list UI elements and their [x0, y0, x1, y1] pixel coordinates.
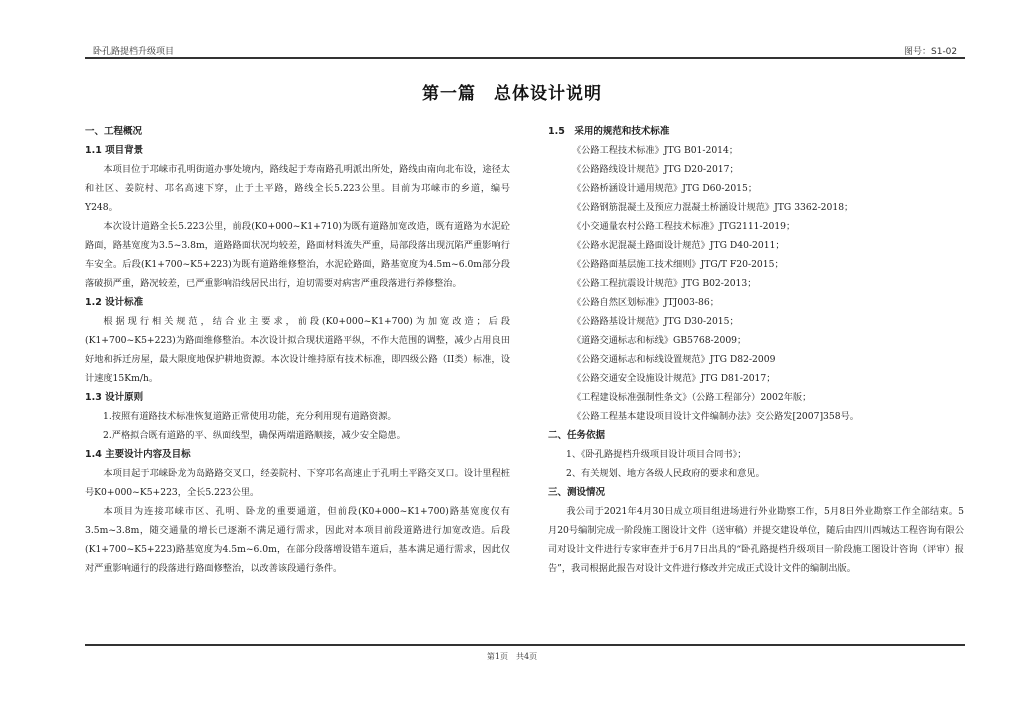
paragraph: 根据现行相关规范，结合业主要求，前段(K0+000~K1+700)为加宽改造；后段(K1+700~K5+223)为路面维修整治。本次设计拟合现状道路平纵，不作大范围的调整，减少占用良田好地和拆迁房屋，最大限度地保护耕地资源。本次设计维持原有技术标准，即四级公路（II类）标准，设计速度15Km/h。: [85, 316, 510, 384]
standard-reference: 《公路路线设计规范》JTG D20-2017；: [572, 164, 739, 175]
standard-reference: 《公路工程抗震设计规范》JTG B02-2013；: [572, 278, 757, 289]
paragraph: 本项目起于邛崃卧龙为岛路路交叉口，经姜院村、下穿邛名高速止于孔明土平路交叉口。设计里程桩号K0+000~K5+223，全长5.223公里。: [85, 468, 510, 498]
subsection-heading: 1.4 主要设计内容及目标: [85, 449, 191, 460]
paragraph: 本项目位于邛崃市孔明街道办事处境内，路线起于寿南路孔明派出所处，路线由南向北布设，途径太和社区、姜院村、邛名高速下穿，止于土平路，路线全长5.223公里。目前为邛崃市的乡道，编号Y248。: [85, 164, 510, 213]
subsection-heading: 1.2 设计标准: [85, 297, 144, 308]
subsection-heading: 1.5 采用的规范和技术标准: [548, 126, 670, 137]
paragraph: 本次设计道路全长5.223公里，前段(K0+000~K1+710)为既有道路加宽改造，既有道路为水泥砼路面，路基宽度为3.5~3.8m，道路路面状况均较差，路面材料流失严重，局部段落出现沉陷严重影响行车安全。后段(K1+700~K5+223)为既有道路维修整治，水泥砼路面，路基宽度为4.5m~6.0m部分段落破损严重，路况较差，已严重影响沿线居民出行，迫切需要对病害严重段落进行养修整治。: [85, 221, 510, 289]
list-item: 2、有关规划、地方各级人民政府的要求和意见。: [566, 468, 765, 479]
section-heading: 二、任务依据: [548, 430, 606, 441]
standard-reference: 《工程建设标准强制性条文》（公路工程部分）2002年版；: [572, 392, 812, 403]
list-item: 1、《卧孔路提档升级项目设计项目合同书》；: [566, 449, 747, 460]
standard-reference: 《公路自然区划标准》JTJ003-86；: [572, 297, 719, 308]
left-column: [85, 122, 510, 578]
page-title: 第一篇 总体设计说明: [422, 84, 602, 104]
subsection-heading: 1.1 项目背景: [85, 145, 144, 156]
header-project-name: 卧孔路提档升级项目: [93, 47, 175, 57]
standard-reference: 《道路交通标志和标线》GB5768-2009；: [572, 335, 747, 346]
standard-reference: 《公路桥涵设计通用规范》JTG D60-2015；: [572, 183, 758, 194]
header-rule: [85, 57, 965, 59]
standard-reference: 《公路路面基层施工技术细则》JTG/T F20-2015；: [572, 259, 784, 270]
standard-reference: 《公路水泥混凝土路面设计规范》JTG D40-2011；: [572, 240, 785, 251]
header-drawing-number: 图号：S1-02: [904, 47, 958, 57]
list-item: 2.严格拟合既有道路的平、纵面线型，确保两端道路顺接，减少安全隐患。: [103, 430, 406, 441]
footer-rule: [85, 644, 965, 646]
standard-reference: 《公路钢筋混凝土及预应力混凝土桥涵设计规范》JTG 3362-2018；: [572, 202, 854, 213]
section-heading: 三、测设情况: [548, 487, 606, 498]
standard-reference: 《公路工程技术标准》JTG B01-2014；: [572, 145, 739, 156]
standard-reference: 《公路交通安全设施设计规范》JTG D81-2017；: [572, 373, 776, 384]
right-column: [548, 122, 964, 578]
standard-reference: 《公路交通标志和标线设置规范》JTG D82-2009: [572, 354, 776, 365]
page-number: 第1页 共4页: [486, 652, 538, 661]
standard-reference: 《公路工程基本建设项目设计文件编制办法》交公路发[2007]358号。: [572, 411, 859, 422]
standard-reference: 《小交通量农村公路工程技术标准》JTG2111-2019；: [572, 221, 796, 232]
section-heading: 一、工程概况: [85, 126, 143, 137]
paragraph: 本项目为连接邛崃市区、孔明、卧龙的重要通道，但前段(K0+000~K1+700)路基宽度仅有3.5m~3.8m，随交通量的增长已逐渐不满足通行需求，因此对本项目前段道路进行加宽改造。后段(K1+700~K5+223)路基宽度为4.5m~6.0m，在部分段落增设错车道后，基本满足通行需求，因此仅对严重影响通行的段落进行路面修整治，以改善该段通行条件。: [85, 506, 510, 574]
paragraph: 我公司于2021年4月30日成立项目组进场进行外业勘察工作，5月8日外业勘察工作全部结束。5月20号编制完成一阶段施工图设计文件（送审稿）并提交建设单位，随后由四川西城达工程咨询有限公司对设计文件进行专家审查并于6月7日出具的“卧孔路提档升级项目一阶段施工图设计咨询（评审）报告”，我司根据此报告对设计文件进行修改并完成正式设计文件的编制出版。: [548, 506, 964, 574]
standard-reference: 《公路路基设计规范》JTG D30-2015；: [572, 316, 739, 327]
list-item: 1.按照有道路技术标准恢复道路正常使用功能，充分利用现有道路资源。: [103, 411, 397, 422]
subsection-heading: 1.3 设计原则: [85, 392, 144, 403]
